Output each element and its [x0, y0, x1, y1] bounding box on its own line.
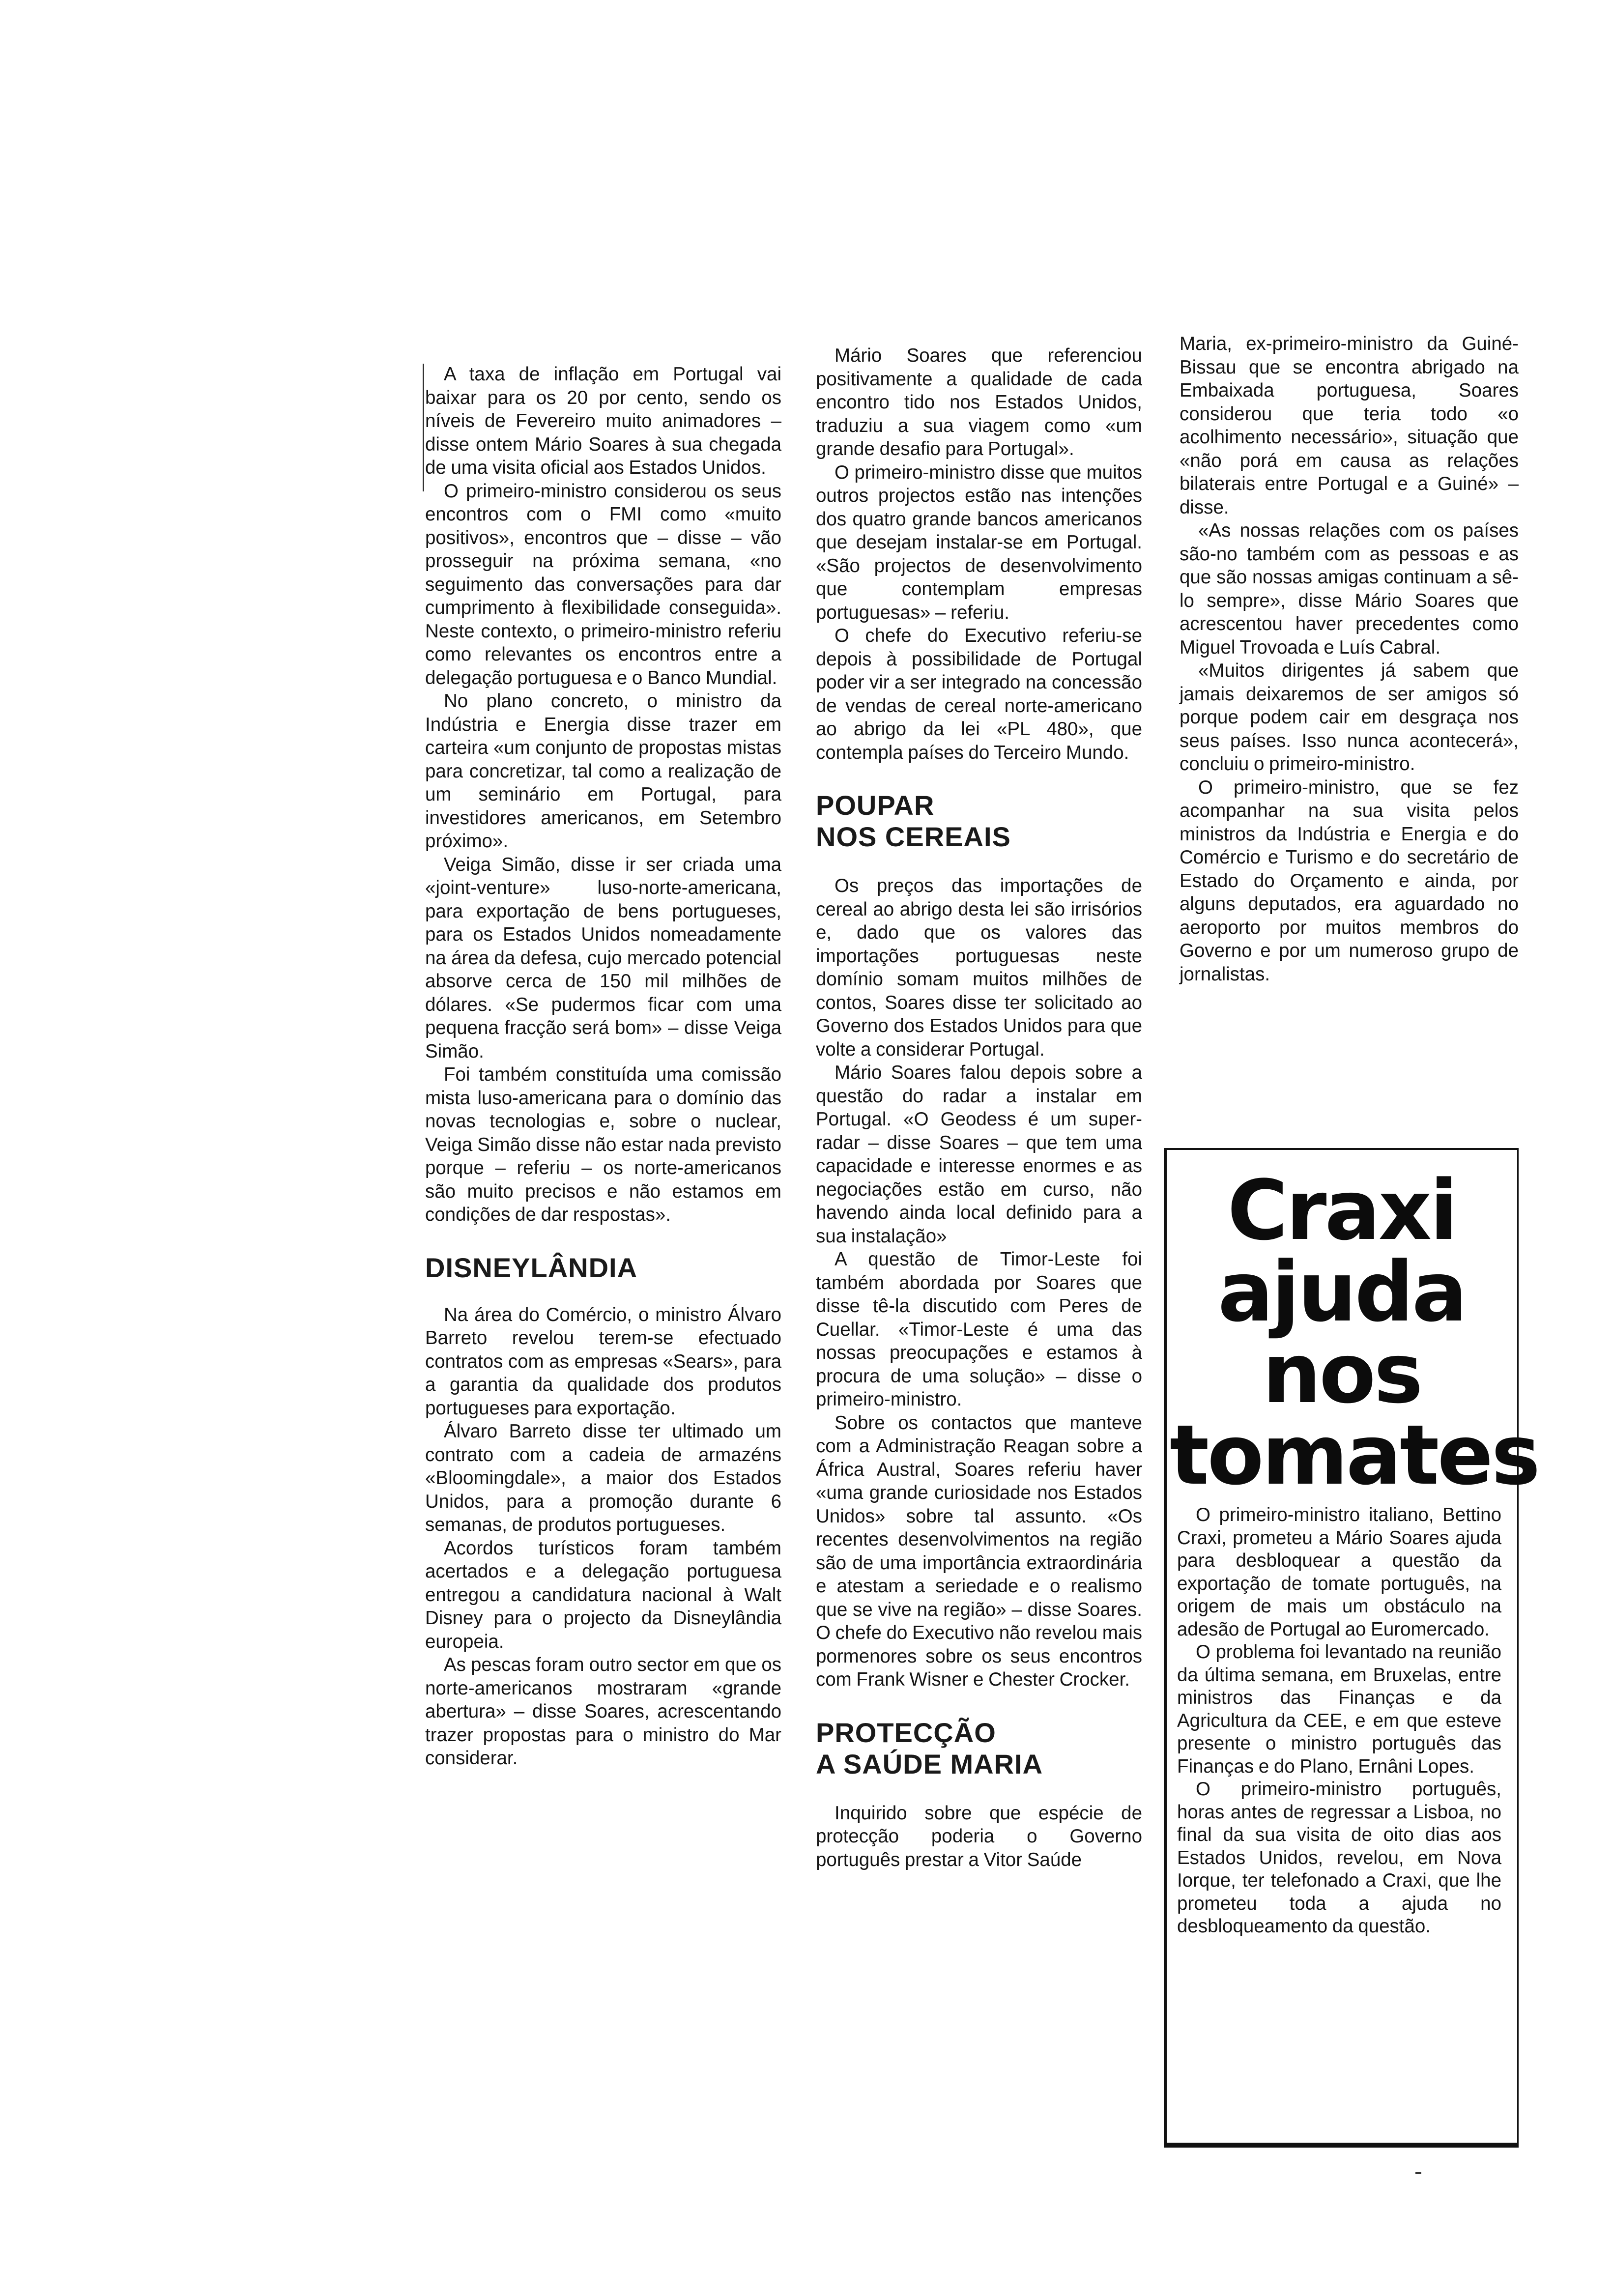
sidebar-paragraph: O primeiro-ministro português, horas antes de regressar a Lisboa, no final da sua visita de oito dias aos Estados Unidos, revelou, em Nova Iorque, ter telefonado a Craxi, que lhe prometeu toda a ajuda no desbloqueamento da questão.	[1177, 1779, 1501, 1937]
sidebar-title-line: nos	[1262, 1325, 1421, 1422]
article-paragraph: Sobre os contactos que manteve com a Administração Reagan sobre a África Austral, Soares referiu haver «uma grande curiosidade nos Estados Unidos» sobre tal assunto. «Os recentes desenvolvimentos na região são de uma importância extraordinária e atestam a seriedade e o realismo que se vive na região» – disse Soares. O chefe do Executivo não revelou mais pormenores sobre os seus encontros com Frank Wisner e Chester Crocker.	[816, 1412, 1142, 1690]
section-heading-line: A SAÚDE MARIA	[816, 1748, 1043, 1779]
article-paragraph: A questão de Timor-Leste foi também abordada por Soares que disse tê-la discutido com Peres de Cuellar. «Timor-Leste é uma das nossas preocupações e estamos à procura de uma solução» – disse o primeiro-ministro.	[816, 1249, 1142, 1410]
section-heading-poupar	[816, 790, 1142, 853]
article-column-1	[425, 363, 781, 1770]
sidebar-paragraph: O problema foi levantado na reunião da última semana, em Bruxelas, entre ministros das Finanças e da Agricultura da CEE, e em que esteve presente o ministro português das Finanças e do Plano, Ernâni Lopes.	[1177, 1641, 1501, 1777]
print-mark	[1415, 2172, 1421, 2174]
article-paragraph: A taxa de inflação em Portugal vai baixar para os 20 por cento, sendo os níveis de Fevereiro muito animadores – disse ontem Mário Soares à sua chegada de uma visita oficial aos Estados Unidos.	[425, 364, 781, 478]
article-paragraph: Mário Soares que referenciou positivamente a qualidade de cada encontro tido nos Estados Unidos, traduziu a sua viagem como «um grande desafio para Portugal».	[816, 345, 1142, 459]
article-paragraph: Na área do Comércio, o ministro Álvaro Barreto revelou terem-se efectuado contratos com as empresas «Sears», para a garantia da qualidade dos produtos portugueses para exportação.	[425, 1304, 781, 1419]
article-paragraph: Álvaro Barreto disse ter ultimado um contrato com a cadeia de armazéns «Bloomingdale», a maior dos Estados Unidos, para a promoção durante 6 semanas, de produtos portugueses.	[425, 1421, 781, 1535]
article-paragraph: Veiga Simão, disse ir ser criada uma «joint-venture» luso-norte-americana, para exportação de bens portugueses, para os Estados Unidos nomeadamente na área da defesa, cujo mercado potencial absorve cerca de 150 mil milhões de dólares. «Se pudermos ficar com uma pequena fracção será bom» – disse Veiga Simão.	[425, 854, 781, 1062]
sidebar-title-line: tomates	[1170, 1407, 1539, 1503]
sidebar-title-line: ajuda	[1217, 1244, 1466, 1340]
article-paragraph: As pescas foram outro sector em que os norte-americanos mostraram «grande abertura» – disse Soares, acrescentando trazer propostas para o ministro do Mar considerar.	[425, 1654, 781, 1769]
article-paragraph: Foi também constituída uma comissão mista luso-americana para o domínio das novas tecnologias e, sobre o nuclear, Veiga Simão disse não estar nada previsto porque – referiu – os norte-americanos são muito precisos e não estamos em condições de dar respostas».	[425, 1064, 781, 1225]
section-heading-proteccao	[816, 1717, 1142, 1780]
article-paragraph: O primeiro-ministro disse que muitos outros projectos estão nas intenções dos quatro grande bancos americanos que desejam instalar-se em Portugal. «São projectos de desenvolvimento que contemplam empresas portuguesas» – referiu.	[816, 461, 1142, 623]
sidebar-text	[1177, 1504, 1501, 1938]
article-column-3	[1180, 332, 1519, 986]
article-paragraph: No plano concreto, o ministro da Indústria e Energia disse trazer em carteira «um conjunto de propostas mistas para concretizar, tal como a realização de um seminário em Portugal, para investidores americanos, em Setembro próximo».	[425, 690, 781, 852]
article-paragraph: Acordos turísticos foram também acertados e a delegação portuguesa entregou a candidatura nacional à Walt Disney para o projecto da Disneylândia europeia.	[425, 1537, 781, 1652]
article-paragraph: Inquirido sobre que espécie de protecção poderia o Governo português prestar a Vitor Saúde	[816, 1802, 1142, 1870]
sidebar-title-line: Craxi	[1227, 1162, 1456, 1259]
sidebar-title	[1170, 1162, 1539, 1503]
article-column-2	[816, 344, 1142, 1871]
section-heading-line: NOS CEREAIS	[816, 821, 1011, 852]
article-paragraph: «As nossas relações com os países são-no também com as pessoas e as que são nossas amigas continuam a sê-lo sempre», disse Mário Soares que acrescentou haver precedentes como Miguel Trovoada e Luís Cabral.	[1180, 520, 1519, 658]
article-paragraph: O primeiro-ministro considerou os seus encontros com o FMI como «muito positivos», encontros que – disse – vão prosseguir na próxima semana, «no seguimento das conversações para dar cumprimento à flexibilidade conseguida». Neste contexto, o primeiro-ministro referiu como relevantes os encontros entre a delegação portuguesa e o Banco Mundial.	[425, 480, 781, 689]
sidebar-paragraph: O primeiro-ministro italiano, Bettino Craxi, prometeu a Mário Soares ajuda para desbloquear a questão da exportação de tomate português, na origem de mais um obstáculo na adesão de Portugal ao Euromercado.	[1177, 1504, 1501, 1640]
column-rule	[423, 364, 424, 491]
section-heading-line: POUPAR	[816, 790, 935, 821]
article-paragraph: Mário Soares falou depois sobre a questão do radar a instalar em Portugal. «O Geodess é um super-radar – disse Soares – que tem uma capacidade e interesse enormes e as negociações estão em curso, não havendo ainda local definido para a sua instalação»	[816, 1062, 1142, 1247]
article-paragraph: Maria, ex-primeiro-ministro da Guiné-Bissau que se encontra abrigado na Embaixada portuguesa, Soares considerou que teria todo «o acolhimento necessário», situação que «não porá em causa as relações bilaterais entre Portugal e a Guiné» – disse.	[1180, 333, 1519, 518]
article-paragraph: «Muitos dirigentes já sabem que jamais deixaremos de ser amigos só porque podem cair em desgraça nos seus países. Isso nunca acontecerá», concluiu o primeiro-ministro.	[1180, 660, 1519, 775]
article-paragraph: O primeiro-ministro, que se fez acompanhar na sua visita pelos ministros da Indústria e Energia e do Comércio e Turismo e do secretário de Estado do Orçamento e ainda, por alguns deputados, era aguardado no aeroporto por muitos membros do Governo e por um numeroso grupo de jornalistas.	[1180, 776, 1519, 985]
article-paragraph: O chefe do Executivo referiu-se depois à possibilidade de Portugal poder vir a ser integrado na concessão de vendas de cereal norte-americano ao abrigo da lei «PL 480», que contempla países do Terceiro Mundo.	[816, 625, 1142, 763]
section-heading-line: PROTECÇÃO	[816, 1717, 996, 1748]
article-paragraph: Os preços das importações de cereal ao abrigo desta lei são irrisórios e, dado que os valores das importações portuguesas neste domínio somam muitos milhões de contos, Soares disse ter solicitado ao Governo dos Estados Unidos para que volte a considerar Portugal.	[816, 875, 1142, 1060]
section-heading-disneylandia: DISNEYLÂNDIA	[425, 1252, 638, 1283]
